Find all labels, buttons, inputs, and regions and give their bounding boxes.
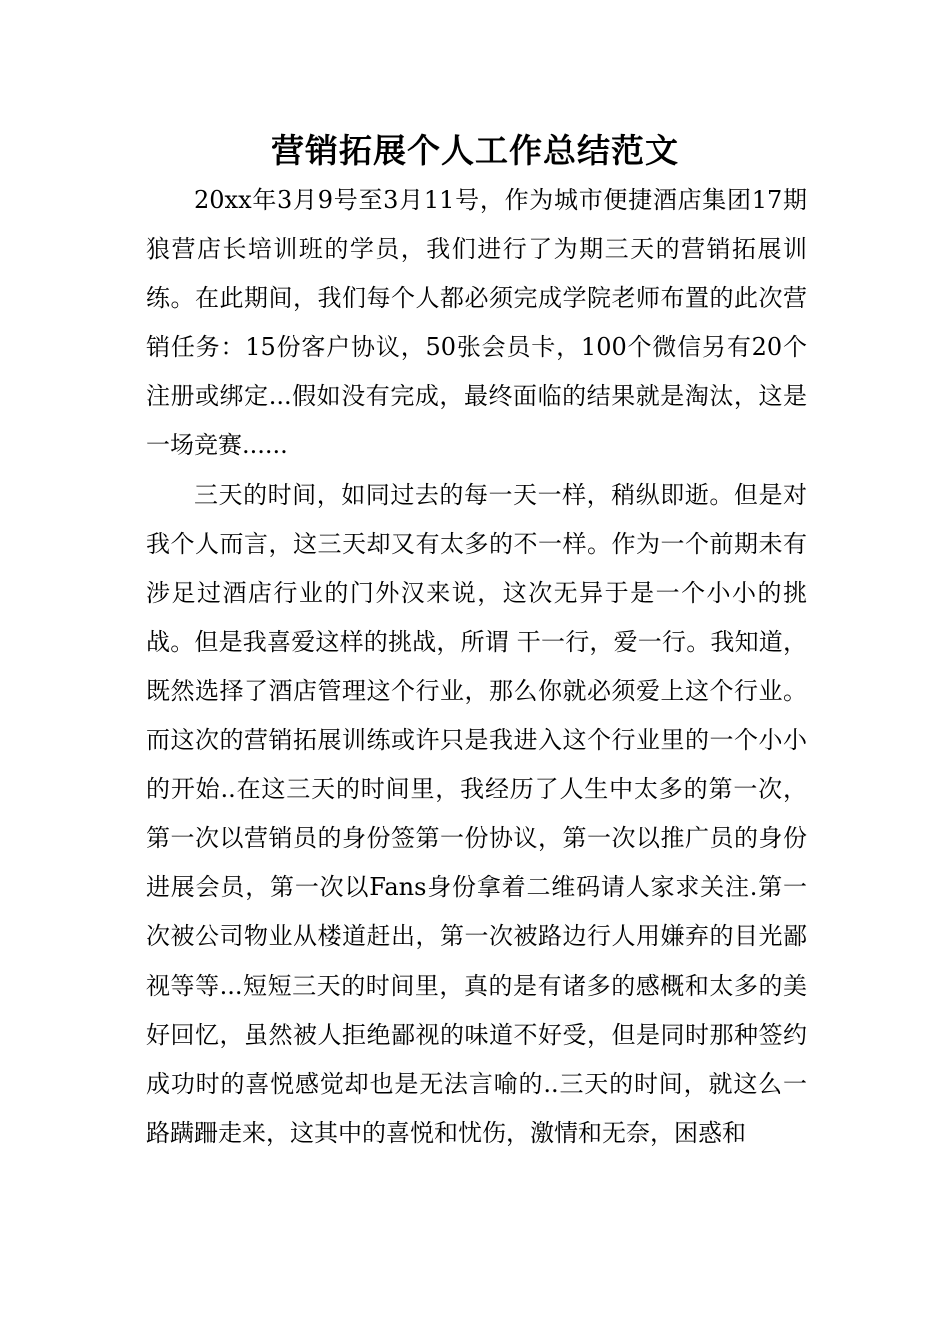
document-title: 营销拓展个人工作总结范文 <box>271 131 679 170</box>
paragraph-1: 20xx年3月9号至3月11号，作为城市便捷酒店集团17期狼营店长培训班的学员，我们进行了为期三天的营销拓展训练。在此期间，我们每个人都必须完成学院老师布置的此次营销任务：15份客户协议，50张会员卡，100个微信另有20个注册或绑定...假如没有完成，最终面临的结果就是淘汰，这是一场竞赛...... <box>146 186 807 460</box>
document-body <box>146 176 807 1158</box>
paragraph-2: 三天的时间，如同过去的每一天一样，稍纵即逝。但是对我个人而言，这三天却又有太多的不一样。作为一个前期未有涉足过酒店行业的门外汉来说，这次无异于是一个小小的挑战。但是我喜爱这样的挑战，所谓 干一行，爱一行。我知道，既然选择了酒店管理这个行业，那么你就必须爱上这个行业。而这次的营销拓展训练或许只是我进入这个行业里的一个小小的开始..在这三天的时间里，我经历了人生中太多的第一次，第一次以营销员的身份签第一份协议，第一次以推广员的身份进展会员，第一次以Fans身份拿着二维码请人家求关注.第一次被公司物业从楼道赶出，第一次被路边行人用嫌弃的目光鄙视等等...短短三天的时间里，真的是有诸多的感概和太多的美好回忆，虽然被人拒绝鄙视的味道不好受，但是同时那种签约成功时的喜悦感觉却也是无法言喻的..三天的时间，就这么一路蹒跚走来，这其中的喜悦和忧伤，激情和无奈，困惑和 <box>146 480 807 1147</box>
